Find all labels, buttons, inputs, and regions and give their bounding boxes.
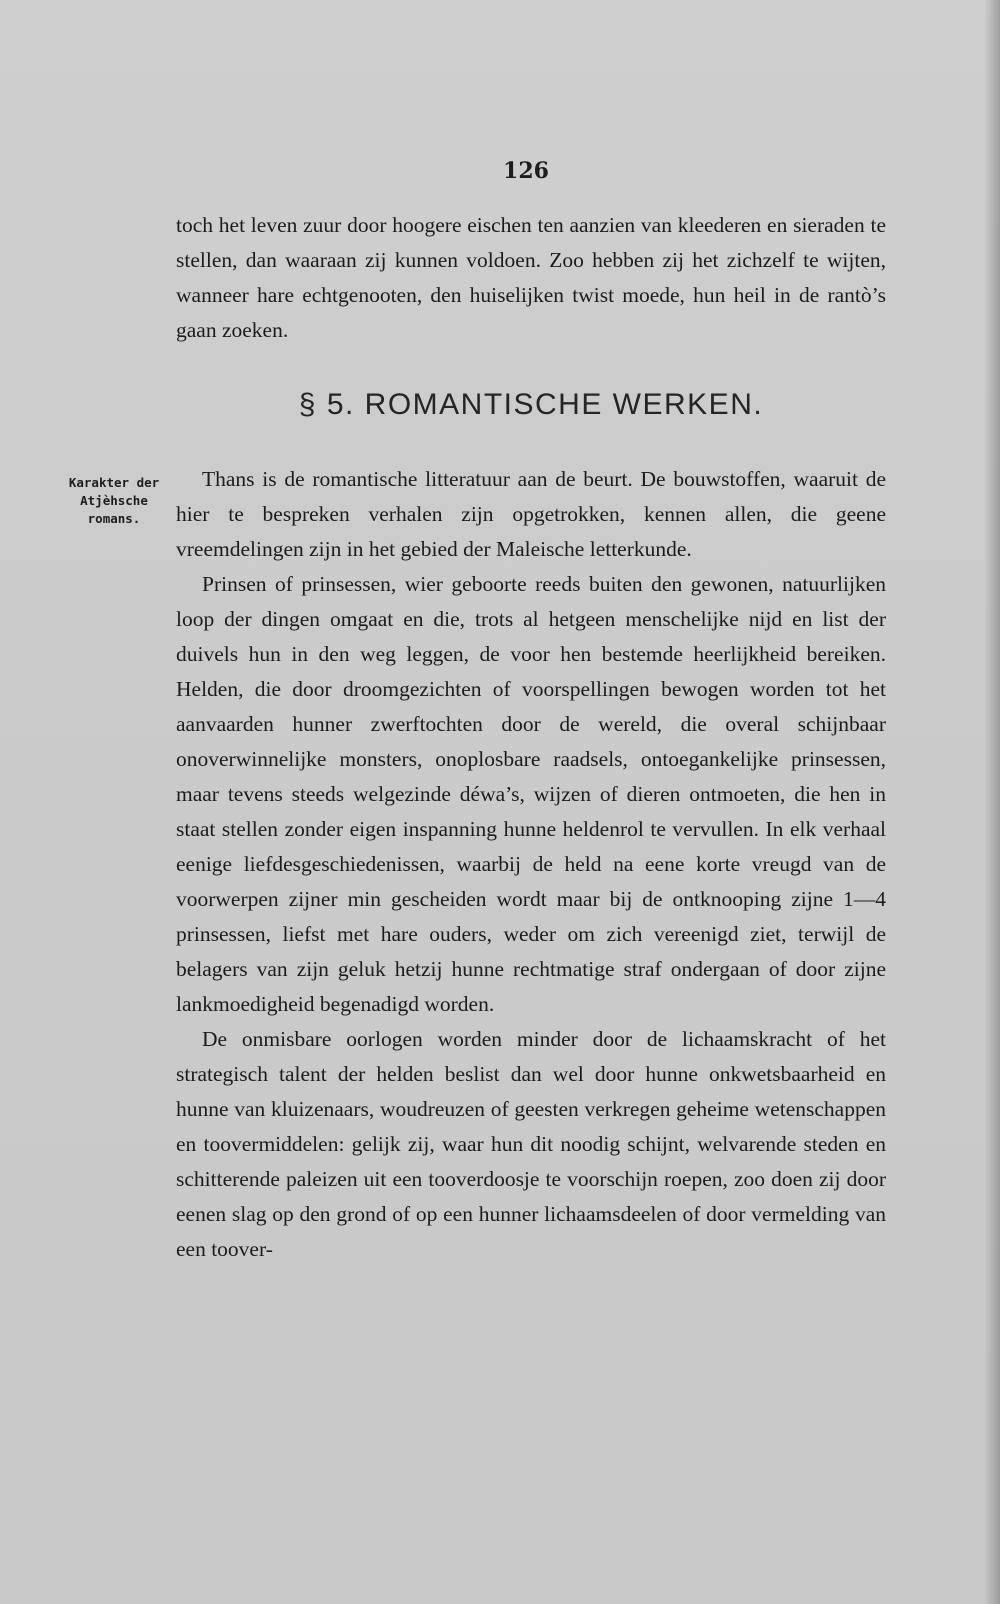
paragraph-continued: toch het leven zuur door hoogere eischen ten aanzien van kleederen en sieraden te stellen, dan waaraan zij kunnen voldoen. Zoo hebben zij het zichzelf te wijten, wanneer hare echtgenooten, den huiselijken twist moede, hun heil in de rantò’s gaan zoeken. <box>176 213 886 342</box>
margin-note-line: Karakter der <box>68 475 160 490</box>
main-text-block <box>176 462 886 1267</box>
paragraph: De onmisbare oorlogen worden minder door de lichaamskracht of het strategisch talent der helden beslist dan wel door hunne onkwetsbaarheid en hunne van kluizenaars, woudreuzen of geesten verkregen geheime wetenschappen en toovermiddelen: gelijk zij, waar hun dit noodig schijnt, welvarende steden en schitterende paleizen uit een tooverdoosje te voorschijn roepen, zoo doen zij door eenen slag op den grond of op een hunner lichaamsdeelen of door vermelding van een toover- <box>176 1027 886 1261</box>
top-text-block <box>176 208 886 348</box>
page-number: 126 <box>503 158 549 184</box>
section-heading: § 5. ROMANTISCHE WERKEN. <box>298 388 764 421</box>
margin-note-line: romans. <box>87 511 141 526</box>
page-edge-shadow <box>984 0 1000 1604</box>
paragraph: Thans is de romantische litteratuur aan de beurt. De bouwstoffen, waaruit de hier te bespreken verhalen zijn opgetrokken, kennen allen, die geene vreemdelingen zijn in het gebied der Maleische letterkunde. <box>176 467 886 561</box>
margin-note-line: Atjèhsche <box>80 493 148 508</box>
margin-note <box>54 474 174 528</box>
paragraph: Prinsen of prinsessen, wier geboorte reeds buiten den gewonen, natuurlijken loop der dingen omgaat en die, trots al hetgeen menschelijke nijd en list der duivels hun in den weg leggen, de voor hen bestemde heerlijkheid bereiken. Helden, die door droomgezichten of voorspellingen bewogen worden tot het aanvaarden hunner zwerftochten door de wereld, die overal schijnbaar onoverwinnelijke monsters, onoplosbare raadsels, ontoegankelijke prinsessen, maar tevens steeds welgezinde déwa’s, wijzen of dieren ontmoeten, die hen in staat stellen zonder eigen inspanning hunne heldenrol te vervullen. In elk verhaal eenige liefdesgeschiedenissen, waarbij de held na eene korte vreugd van de voorwerpen zijner min gescheiden wordt maar bij de ontknooping zijne 1—4 prinsessen, liefst met hare ouders, weder om zich vereenigd ziet, terwijl de belagers van zijn geluk hetzij hunne rechtmatige straf ondergaan of door zijne lankmoedigheid begenadigd worden. <box>176 572 886 1016</box>
